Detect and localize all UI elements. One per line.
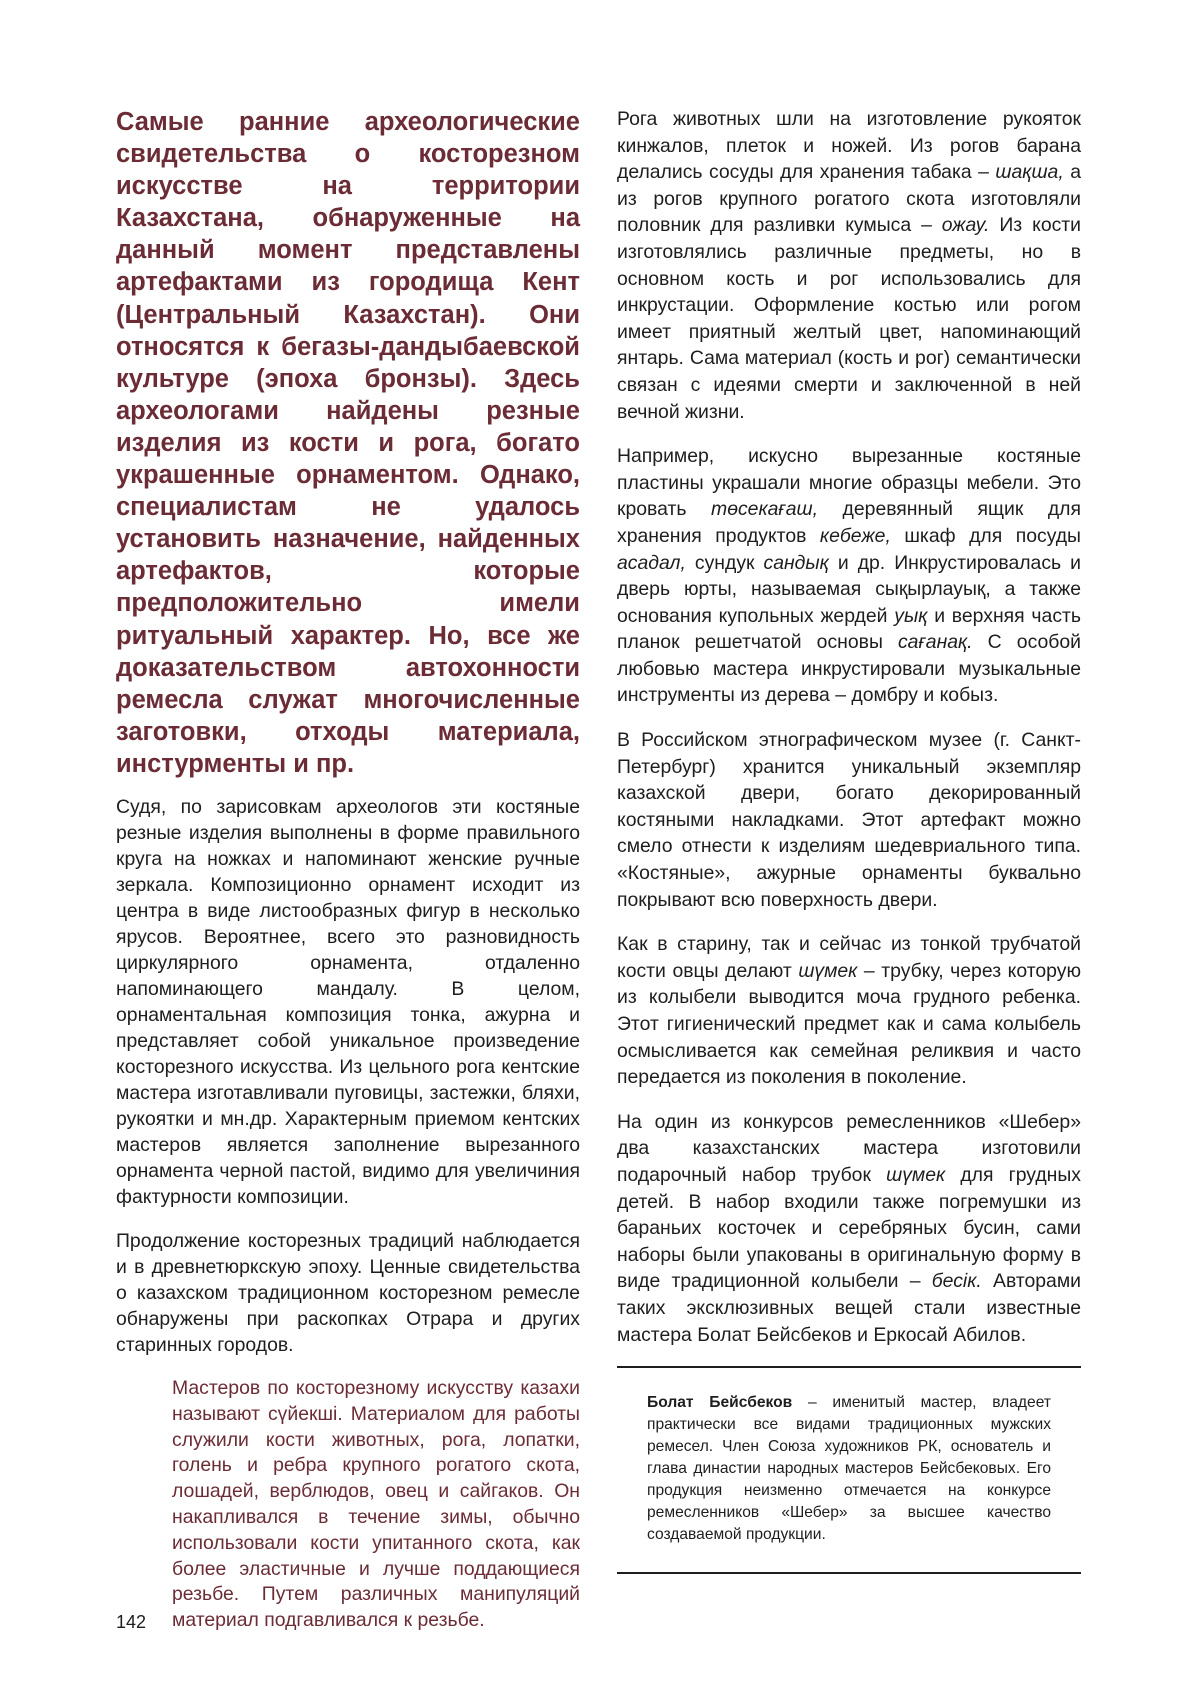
highlighted-quote: Мастеров по косторезному искусству казахи называют сүйекші. Материалом для работы служили кости животных, рога, лопатки, голень и ребра крупного рогатого скота, лошадей, верблюдов, овец и сайгаков. Он накапливался в течение зимы, обычно использовали кости упитанного скота, как более эластичные и лучше поддающиеся резьбе. Путем различных манипуляций материал подгавливался к резьбе.: [172, 1376, 580, 1632]
body-paragraph: Как в старину, так и сейчас из тонкой трубчатой кости овцы делают шүмек – трубку, через которую из колыбели выводится моча грудного ребенка. Этот гигиенический предмет как и сама колыбель осмысливается как семейная реликвия и часто передается из поколения в поколение.: [617, 933, 1081, 1089]
lead-paragraph: Самые ранние археологические свидетельства о косторезном искусстве на территории Казахстана, обнаруженные на данный момент представлены артефактами из городища Кент (Центральный Казахстан). Они относятся к бегазы-дандыбаевской культуре (эпоха бронзы). Здесь археологами найдены резные изделия из кости и рога, богато украшенные орнаментом. Однако, специалистам не удалось установить назначение, найденных артефактов, которые предположительно имели ритуальный характер. Но, все же доказательством автохонности ремесла служат многочисленные заготовки, отходы материала, инстурменты и пр.: [116, 108, 580, 778]
master-info-box: [617, 1366, 1081, 1574]
body-paragraph: Рога животных шли на изготовление рукояток кинжалов, плеток и ножей. Из рогов барана делались сосуды для хранения табака – шақша, а из рогов крупного рогатого скота изготовляли половник для разливки кумыса – ожау. Из кости изготовлялись различные предметы, но в основном кость и рог использовались для инкрустации. Оформление костью или рогом имеет приятный желтый цвет, напоминающий янтарь. Сама материал (кость и рог) семантически связан с идеями смерти и заключенной в ней вечной жизни.: [617, 108, 1082, 423]
page-number: 142: [116, 1612, 147, 1632]
body-paragraph: Судя, по зарисовкам археологов эти костяные резные изделия выполнены в форме правильного круга на ножках и напоминают женские ручные зеркала. Композиционно орнамент исходит из центра в виде листообразных фигур в несколько ярусов. Вероятнее, всего это разновидность циркулярного орнамента, отдаленно напоминающего мандалу. В целом, орнаментальная композиция тонка, ажурна и представляет собой уникальное произведение косторезного искусства. Из цельного рога кентские мастера изготавливали пуговицы, застежки, бляхи, рукоятки и мн.др. Характерным приемом кентских мастеров является заполнение вырезанного орнамента черной пастой, видимо для увеличиния фактурности композиции.: [116, 795, 580, 1208]
body-paragraph: В Российском этнографическом музее (г. Санкт-Петербург) хранится уникальный экземпляр казахской двери, богато декорированный костяными накладками. Этот артефакт можно смело отнести к изделиям шедевриального типа. «Костяные», ажурные орнаменты буквально покрывают всю поверхность двери.: [617, 729, 1081, 911]
right-column: [617, 106, 1081, 1574]
body-paragraph: На один из конкурсов ремесленников «Шебер» два казахстанских мастера изготовили подарочный набор трубок шүмек для грудных детей. В набор входили также погремушки из бараньих косточек и серебряных бусин, сами наборы были упакованы в оригинальную форму в виде традиционной колыбели – бесік. Авторами таких эксклюзивных вещей стали известные мастера Болат Бейсбеков и Еркосай Абилов.: [617, 1110, 1081, 1346]
master-info-text: Болат Бейсбеков – именитый мастер, владеет практически все видами традиционных мужских ремесел. Член Союза художников РК, основатель и глава династии народных мастеров Бейсбековых. Его продукция неизменно отмечается на конкурсе ремесленников «Шебер» за высшее качество создаваемой продукции.: [647, 1394, 1052, 1544]
body-paragraph: Например, искусно вырезанные костяные пластины украшали многие образцы мебели. Это кровать төсекағаш, деревянный ящик для хранения продуктов кебеже, шкаф для посуды асадал, сундук сандық и др. Инкрустировалась и дверь юрты, называемая сықырлауық, а также основания купольных жердей уық и верхняя часть планок решетчатой основы сағанақ. С особой любовью мастера инкрустировали музыкальные инструменты из дерева – домбру и кобыз.: [617, 445, 1081, 707]
body-paragraph: Продолжение косторезных традиций наблюдается и в древнетюркскую эпоху. Ценные свидетельства о казахском традиционном косторезном ремесле обнаружены при раскопках Отрара и других старинных городов.: [116, 1229, 580, 1356]
master-name: Болат Бейсбеков: [647, 1394, 793, 1412]
left-column: [116, 106, 580, 1634]
